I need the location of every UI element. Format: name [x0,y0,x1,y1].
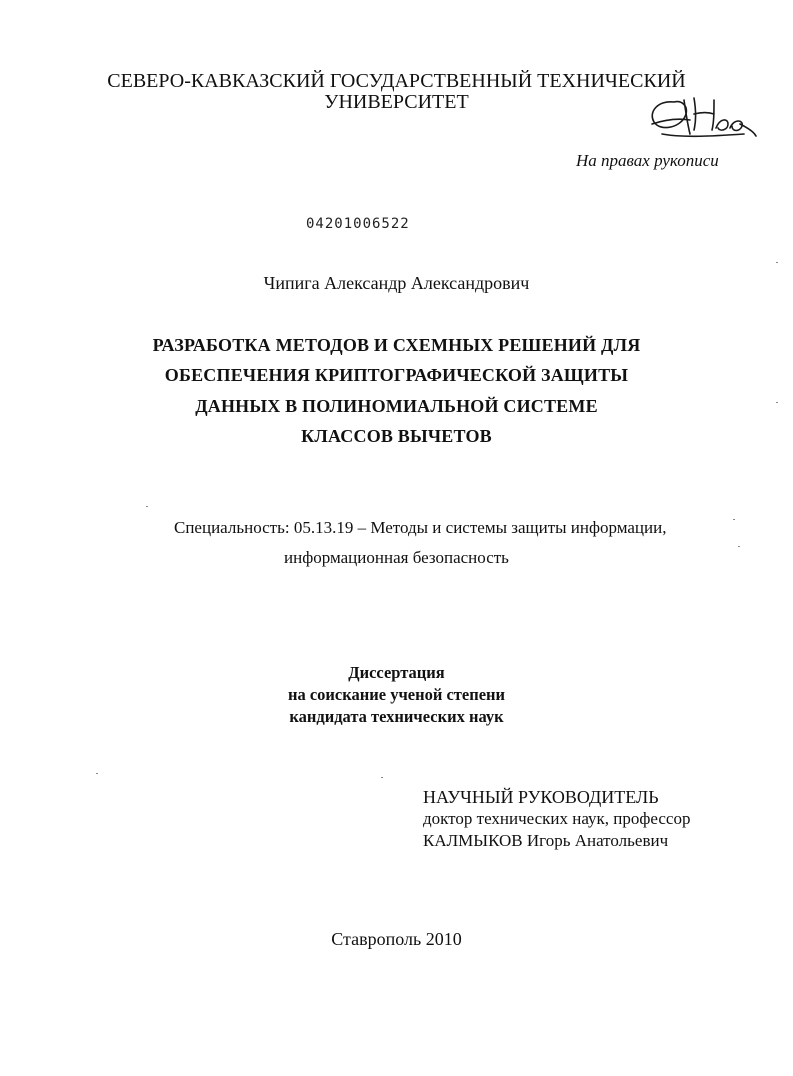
scan-speck [96,773,98,774]
scan-speck [776,262,778,263]
degree-line-2: кандидата технических наук [289,707,504,726]
city-and-year: Ставрополь 2010 [331,929,462,949]
dissertation-label: Диссертация [348,663,445,682]
thesis-title-line-1: РАЗРАБОТКА МЕТОДОВ И СХЕМНЫХ РЕШЕНИЙ ДЛЯ [152,335,641,355]
scan-speck [738,546,740,547]
scan-speck [733,519,735,520]
author-name: Чипига Александр Александрович [263,273,530,293]
university-name-line-1: СЕВЕРО-КАВКАЗСКИЙ ГОСУДАРСТВЕННЫЙ ТЕХНИЧЕСКИЙ [107,70,686,92]
university-name-line-2: УНИВЕРСИТЕТ [324,91,469,113]
thesis-title-line-3: ДАННЫХ В ПОЛИНОМИАЛЬНОЙ СИСТЕМЕ [195,396,598,416]
scan-speck [146,506,148,507]
supervisor-heading: НАУЧНЫЙ РУКОВОДИТЕЛЬ [423,787,659,807]
supervisor-name: КАЛМЫКОВ Игорь Анатольевич [423,831,669,850]
specialty-line-1: Специальность: 05.13.19 – Методы и системы защиты информации, [174,518,667,537]
supervisor-degree: доктор технических наук, профессор [423,809,691,828]
scan-speck [381,777,383,778]
degree-line-1: на соискание ученой степени [287,685,506,704]
scan-speck [776,402,778,403]
registration-number: 04201006522 [306,216,410,232]
thesis-title-line-4: КЛАССОВ ВЫЧЕТОВ [301,426,492,446]
manuscript-rights-note: На правах рукописи [576,151,719,170]
specialty-line-2: информационная безопасность [284,548,509,567]
handwritten-signature [644,94,760,144]
thesis-title-line-2: ОБЕСПЕЧЕНИЯ КРИПТОГРАФИЧЕСКОЙ ЗАЩИТЫ [164,365,629,385]
